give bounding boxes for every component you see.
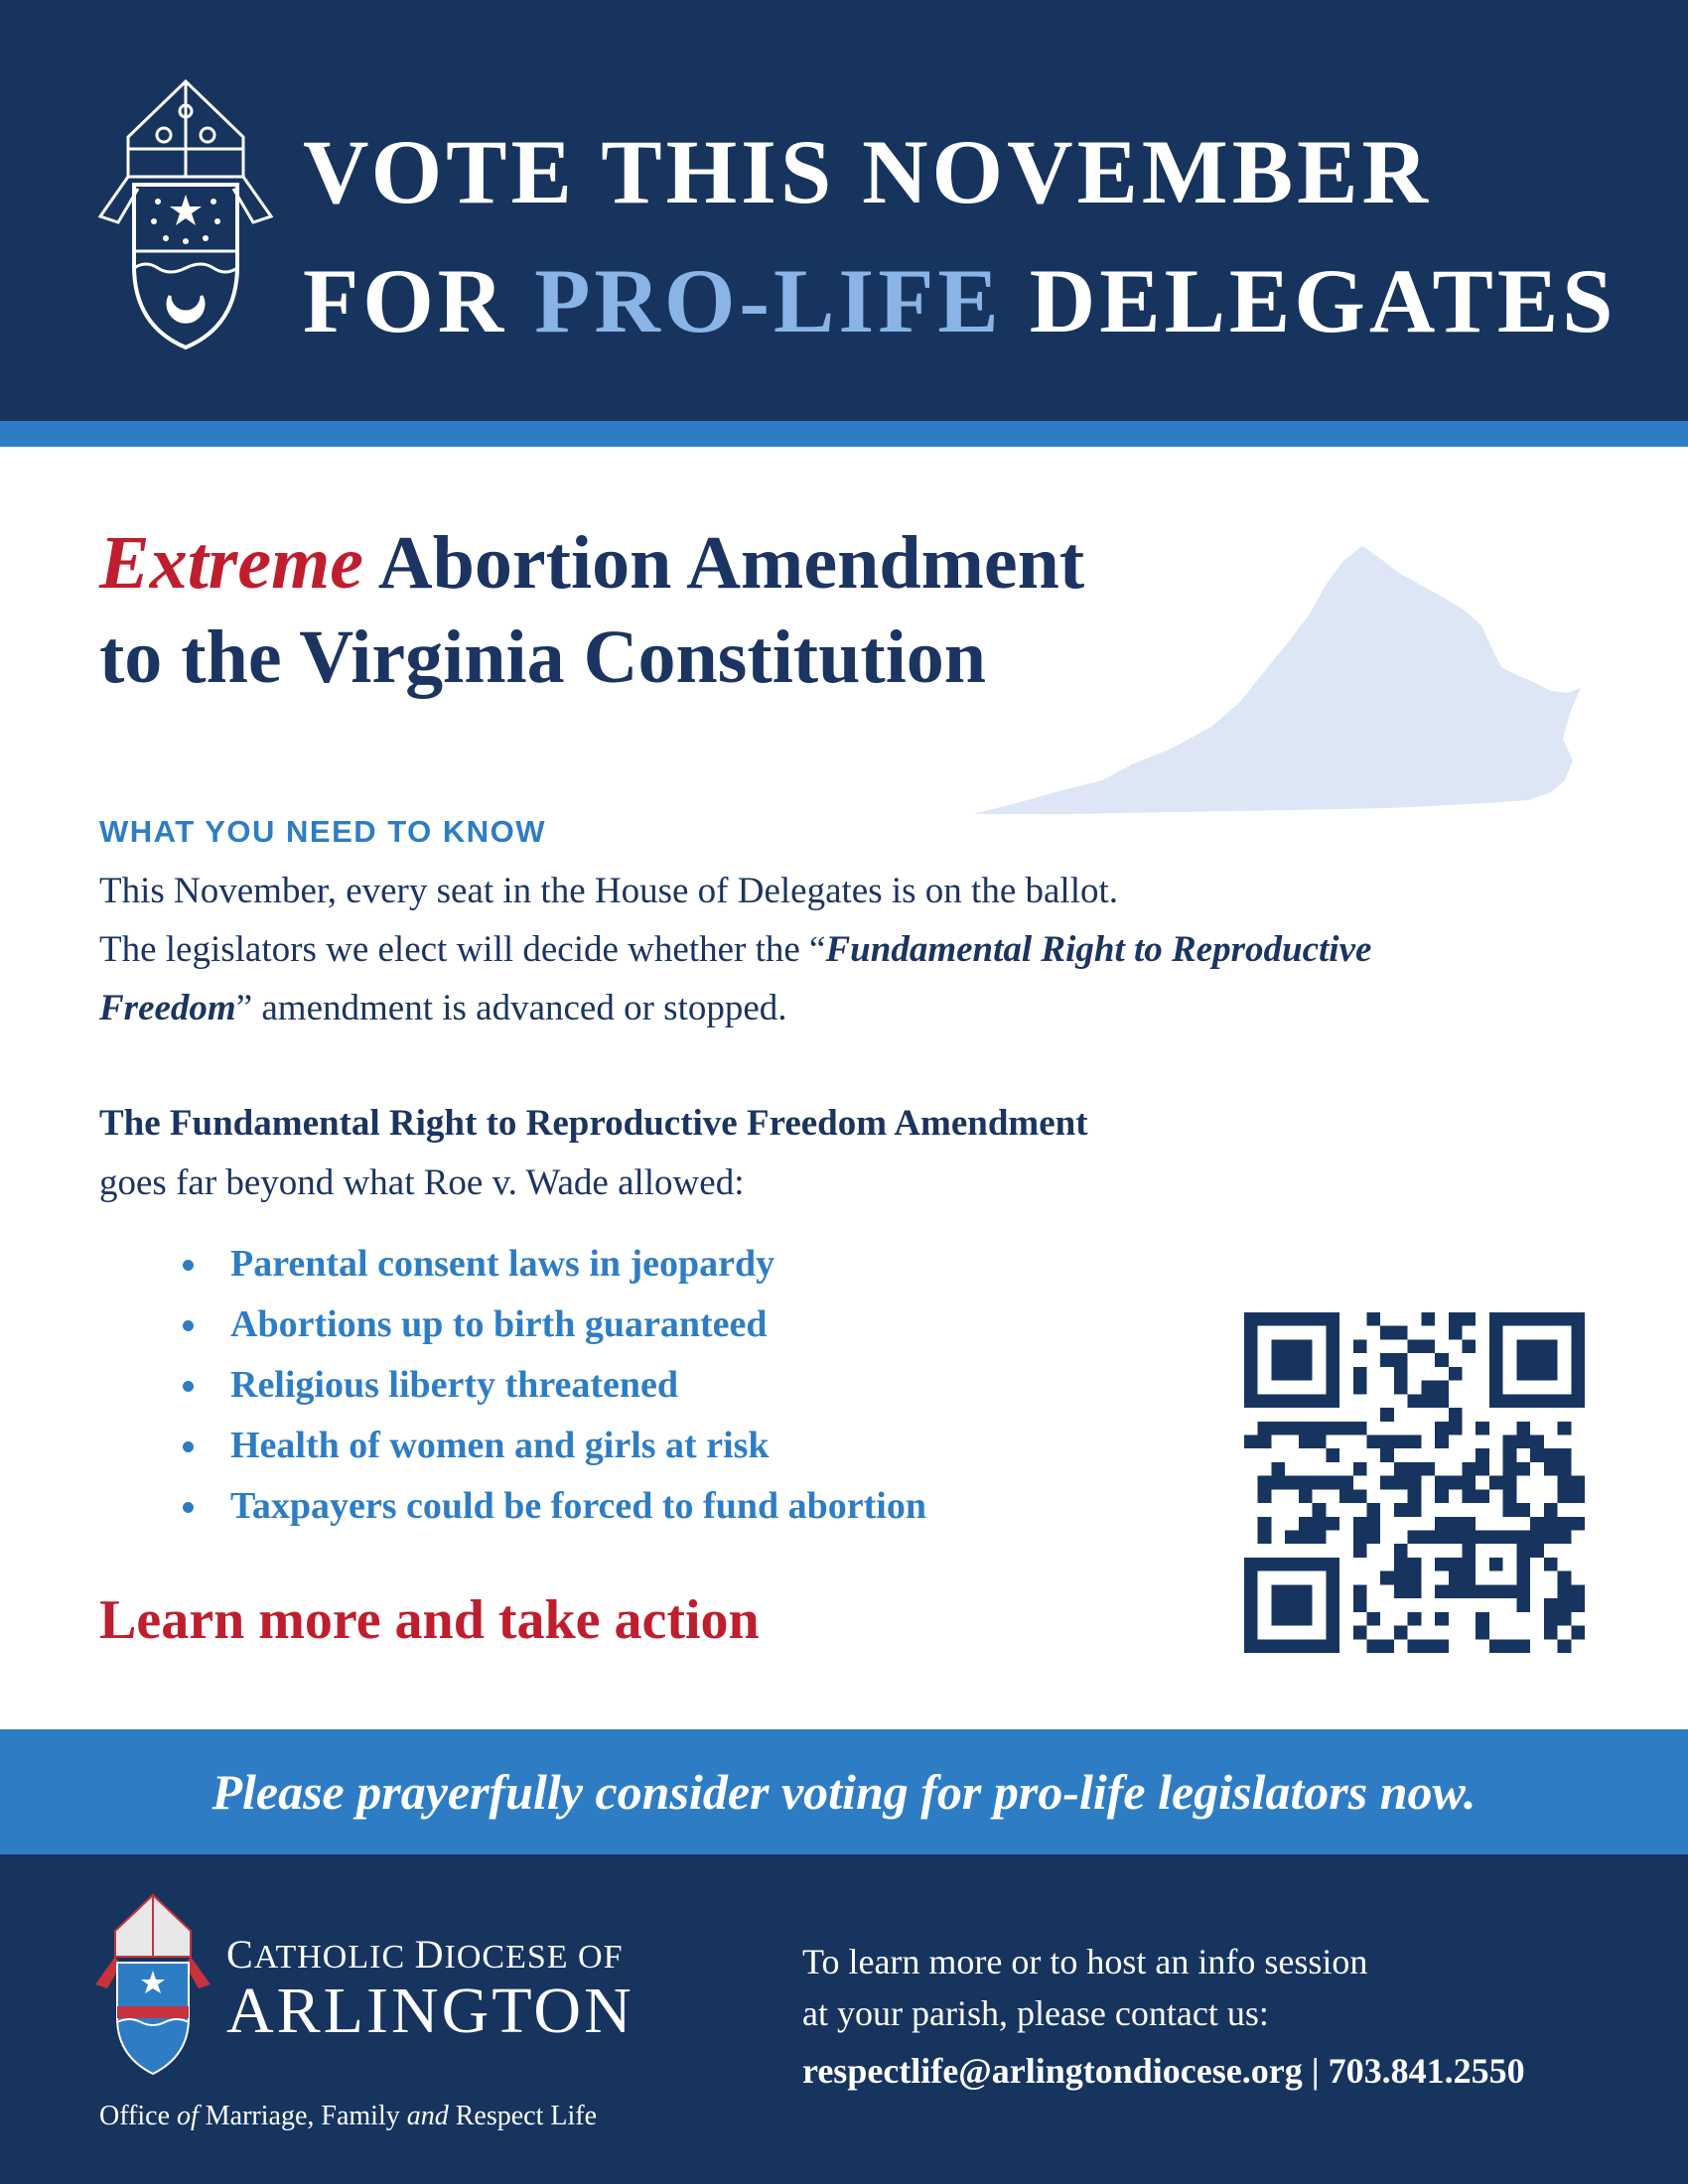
headline-line1: VOTE THIS NOVEMBER: [303, 121, 1432, 222]
contact-info: [802, 2050, 1525, 2092]
org-name-line1: CATHOLIC DIOCESE OF: [226, 1932, 624, 1977]
org-name-line2: ARLINGTON: [226, 1975, 634, 2047]
contact-line2: at your parish, please contact us:: [802, 1993, 1269, 2033]
title-emphasis: Extreme: [99, 521, 363, 605]
headline-line2: [303, 236, 1623, 365]
banner-text: Please prayerfully consider voting for pro-life legislators now.: [211, 1764, 1477, 1820]
headline: [303, 107, 1623, 365]
page-title: [99, 516, 1390, 705]
amendment-lead: The Fundamental Right to Reproductive Freedom Amendment: [99, 1103, 1088, 1144]
contact-line1: To learn more or to host an info session: [802, 1942, 1368, 1981]
intro-line2-prefix: The legislators we elect will decide whether the “: [99, 929, 826, 970]
qr-code-icon[interactable]: [1244, 1312, 1585, 1653]
section-heading: WHAT YOU NEED TO KNOW: [99, 814, 546, 849]
list-item: Health of women and girls at risk: [177, 1416, 1170, 1476]
title-line1-rest: Abortion Amendment: [362, 521, 1085, 605]
list-item: Taxpayers could be forced to fund abortion: [177, 1476, 1170, 1537]
list-item: Abortions up to birth guaranteed: [177, 1295, 1170, 1355]
intro-paragraph: [99, 862, 1489, 1037]
list-item: Parental consent laws in jeopardy: [177, 1234, 1170, 1295]
office-name: Office of Marriage, Family and Respect Life: [99, 2101, 598, 2131]
contact-phone[interactable]: 703.841.2550: [1328, 2051, 1525, 2091]
diocese-crest-icon: [91, 1891, 214, 2078]
prayer-banner: [0, 1729, 1688, 1854]
intro-line1: This November, every seat in the House of Delegates is on the ballot.: [99, 871, 1119, 911]
headline-accent: PRO-LIFE: [534, 250, 1003, 351]
title-line2: to the Virginia Constitution: [99, 615, 987, 699]
amendment-name: Fundamental Right to Reproductive Freedom: [99, 929, 1372, 1028]
intro-line2-suffix: ” amendment is advanced or stopped.: [235, 988, 787, 1028]
amendment-paragraph: [99, 1094, 1489, 1213]
contact-instructions: [802, 1936, 1617, 2039]
amendment-rest: goes far beyond what Roe v. Wade allowed:: [99, 1162, 745, 1203]
diocese-crest-icon: [94, 77, 278, 355]
contact-separator: |: [1302, 2051, 1329, 2091]
header-stripe: [0, 421, 1688, 447]
headline-prefix: FOR: [303, 250, 535, 351]
intro-line2: [99, 920, 1489, 1037]
headline-suffix: DELEGATES: [1002, 250, 1618, 351]
title-line1: [99, 516, 1390, 611]
list-item: Religious liberty threatened: [177, 1355, 1170, 1416]
call-to-action: Learn more and take action: [99, 1589, 760, 1651]
contact-email[interactable]: respectlife@arlingtondiocese.org: [802, 2051, 1303, 2091]
concerns-list: [177, 1234, 1170, 1537]
